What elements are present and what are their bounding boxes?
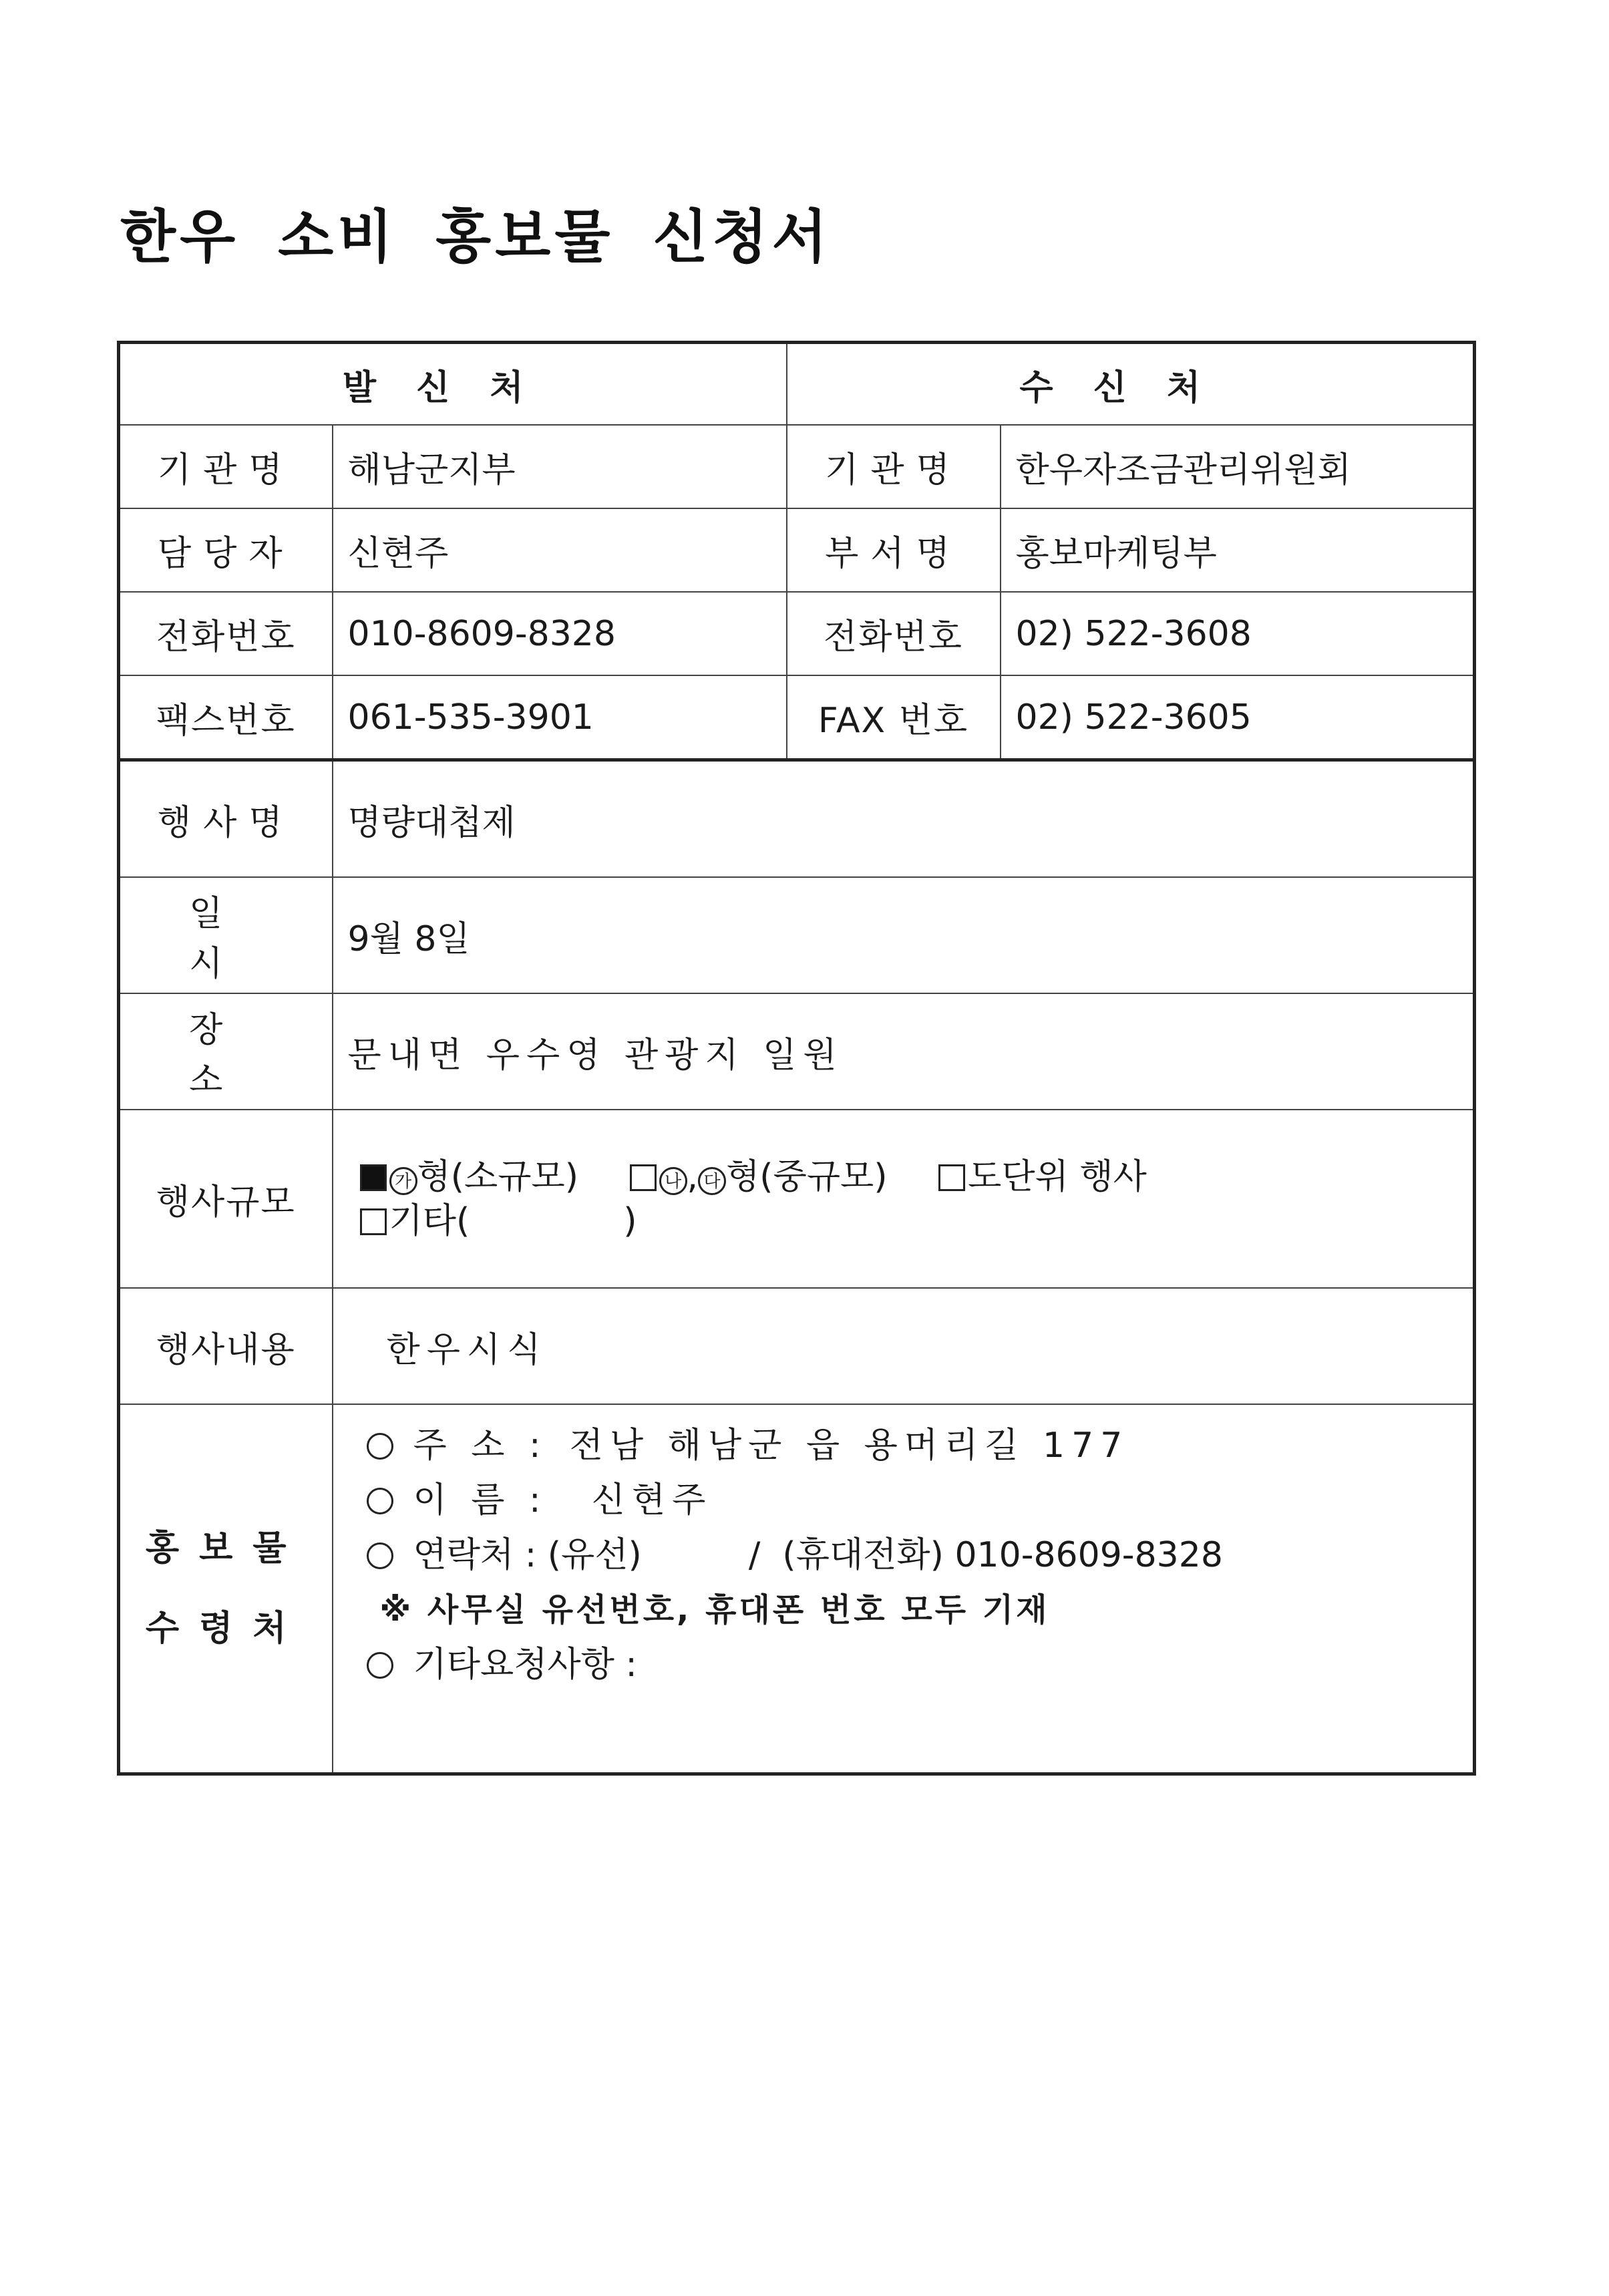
sender-header: 발신처 (119, 343, 787, 426)
checkbox-icon[interactable] (938, 1164, 965, 1191)
sender-person-value: 신현주 (333, 508, 787, 592)
application-form-table (117, 341, 1476, 1776)
scale-option-medium[interactable]: 나 , 다 형(중규모) (630, 1157, 888, 1197)
sender-org-label: 기관명 (119, 425, 333, 508)
page-title: 한우 소비 홍보물 신청서 (120, 204, 832, 271)
sender-phone-label: 전화번호 (119, 592, 333, 675)
checkbox-icon[interactable] (630, 1164, 657, 1191)
sender-fax-label: 팩스번호 (119, 675, 333, 760)
receiver-dept-label: 부서명 (787, 508, 1001, 592)
receiver-org-label: 기관명 (787, 425, 1001, 508)
recipient-name-line: 이 름 : 신현주 (367, 1473, 1459, 1528)
sender-fax-value: 061-535-3901 (333, 675, 787, 760)
circle-bullet-icon (367, 1488, 393, 1514)
circle-bullet-icon (367, 1433, 393, 1460)
scale-option-small[interactable]: 가 형(소규모) (360, 1157, 579, 1197)
event-scale-label: 행사규모 (119, 1110, 333, 1288)
sender-phone-value: 010-8609-8328 (333, 592, 787, 675)
circled-na-icon: 나 (659, 1167, 687, 1195)
recipient-label: 홍보물 수령처 (119, 1404, 333, 1774)
event-name-value: 명량대첩제 (333, 760, 1475, 878)
checkbox-checked-icon[interactable] (360, 1164, 387, 1191)
circled-ga-icon: 가 (389, 1167, 417, 1195)
recipient-note: ※ 사무실 유선번호, 휴대폰 번호 모두 기재 (379, 1591, 1050, 1629)
receiver-org-value: 한우자조금관리위원회 (1001, 425, 1475, 508)
circle-bullet-icon (367, 1652, 393, 1679)
recipient-request-line: 기타요청사항 : (367, 1637, 1459, 1692)
receiver-phone-label: 전화번호 (787, 592, 1001, 675)
circled-da-icon: 다 (698, 1167, 726, 1195)
recipient-contact-line: 연락처 : (유선) / (휴대전화) 010-8609-8328 (367, 1528, 1459, 1583)
event-date-value: 9월 8일 (333, 877, 1475, 993)
event-name-label: 행사명 (119, 760, 333, 878)
receiver-dept-value: 홍보마케팅부 (1001, 508, 1475, 592)
scale-option-other[interactable]: 기타( ) (360, 1201, 637, 1241)
receiver-phone-value: 02) 522-3608 (1001, 592, 1475, 675)
sender-org-value: 해남군지부 (333, 425, 787, 508)
sender-person-label: 담당자 (119, 508, 333, 592)
receiver-fax-value: 02) 522-3605 (1001, 675, 1475, 760)
event-content-label: 행사내용 (119, 1288, 333, 1404)
event-place-label: 장 소 (119, 993, 333, 1110)
receiver-header: 수신처 (787, 343, 1475, 426)
event-scale-options (333, 1110, 1475, 1288)
circle-bullet-icon (367, 1542, 393, 1569)
event-content-value: 한우시식 (333, 1288, 1475, 1404)
event-date-label: 일 시 (119, 877, 333, 993)
recipient-details (333, 1404, 1475, 1774)
event-place-value: 문내면 우수영 관광지 일원 (333, 993, 1475, 1110)
checkbox-icon[interactable] (360, 1208, 387, 1235)
scale-option-province[interactable]: 도단위 행사 (938, 1157, 1147, 1197)
receiver-fax-label: FAX 번호 (787, 675, 1001, 760)
recipient-address-line: 주 소 : 전남 해남군 읍 용머리길 177 (367, 1418, 1459, 1473)
